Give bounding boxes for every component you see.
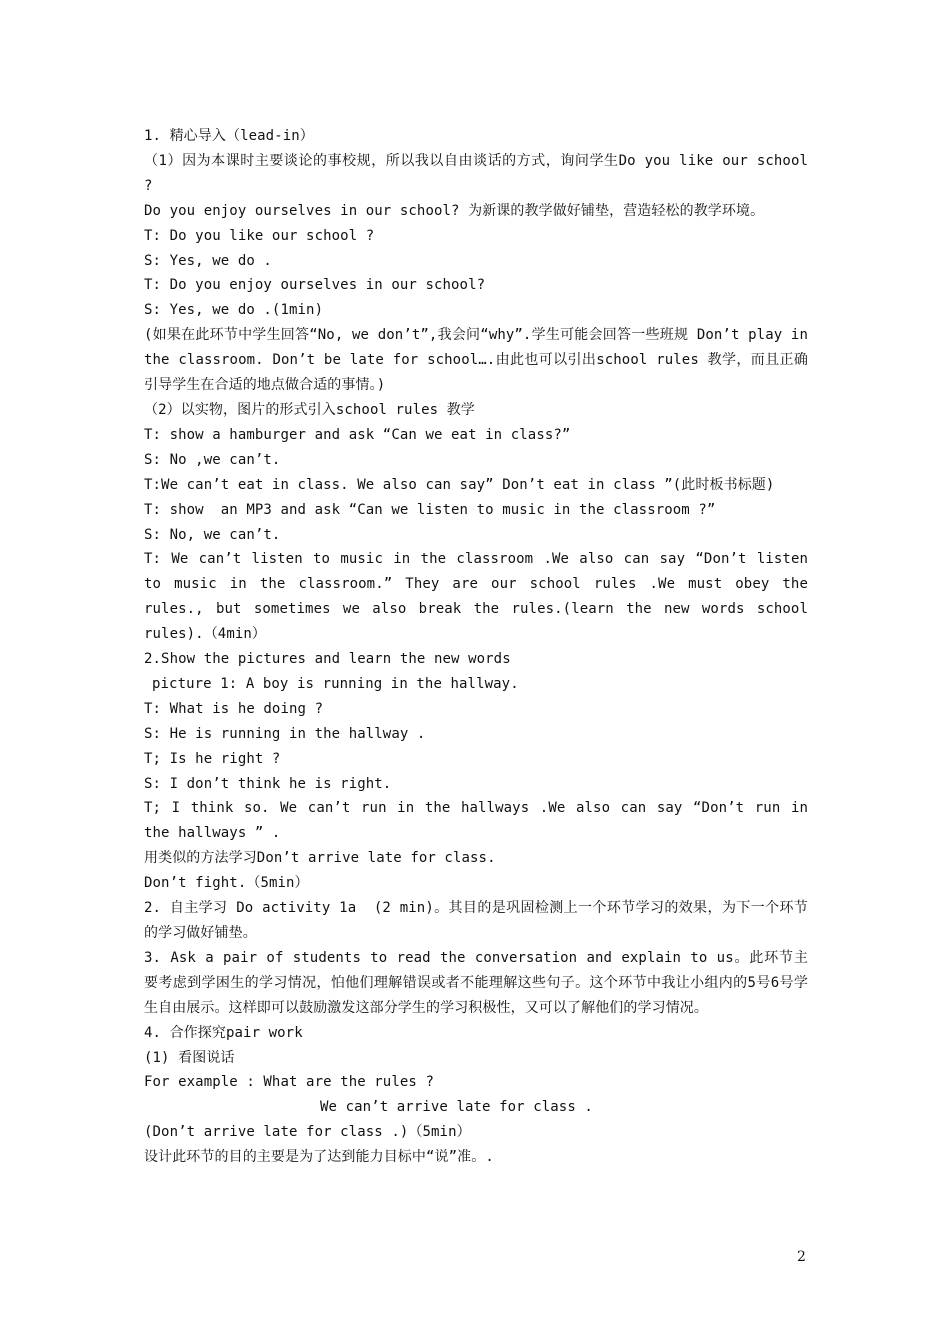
- example-line: (Don’t arrive late for class .)（5min）: [144, 1124, 471, 1141]
- dialogue-line: S: He is running in the hallway .: [144, 725, 426, 742]
- document-body: [144, 124, 817, 1170]
- paragraph-lead-in-1: （1）因为本课时主要谈论的事校规，所以我以自由谈话的方式，询问学生Do you like our school ?: [144, 152, 817, 194]
- paragraph-school-rules: T: We can’t listen to music in the classroom .We also can say “Don’t listen to music in the classroom.” They are our school rules .We must obey the rules., but sometimes we also break the rules.(learn the new words school rules).（4min）: [144, 551, 817, 643]
- dialogue-line: T:We can’t eat in class. We also can say” Don’t eat in class ”(此时板书标题): [144, 476, 775, 493]
- section-heading-lead-in: 1. 精心导入（lead-in）: [144, 128, 314, 144]
- dialogue-line: T: Do you like our school ?: [144, 227, 375, 244]
- dialogue-line: T: show a hamburger and ask “Can we eat in class?”: [144, 426, 571, 443]
- section-heading-pair-work: 4. 合作探究pair work: [144, 1024, 303, 1041]
- subsection-heading: （2）以实物，图片的形式引入school rules 教学: [144, 401, 475, 418]
- paragraph-line: Don’t fight.（5min）: [144, 875, 309, 892]
- dialogue-line: S: No, we can’t.: [144, 526, 281, 543]
- dialogue-line: T: What is he doing ?: [144, 700, 324, 717]
- dialogue-line: T; Is he right ?: [144, 750, 281, 767]
- picture-caption: picture 1: A boy is running in the hallway.: [152, 675, 519, 692]
- paragraph-self-study: 2. 自主学习 Do activity 1a (2 min)。其目的是巩固检测上一个环节学习的效果，为下一个环节的学习做好铺垫。: [144, 900, 808, 941]
- dialogue-line: S: Yes, we do .(1min): [144, 302, 324, 319]
- dialogue-line: S: Yes, we do .: [144, 252, 272, 269]
- section-heading-pictures: 2.Show the pictures and learn the new words: [144, 651, 511, 668]
- dialogue-line: S: I don’t think he is right.: [144, 775, 392, 792]
- example-answer: We can’t arrive late for class .: [320, 1099, 593, 1116]
- dialogue-line: T: show an MP3 and ask “Can we listen to music in the classroom ?”: [144, 501, 716, 518]
- dialogue-line: T; I think so. We can’t run in the hallways .We also can say “Don’t run in the hallways ” .: [144, 800, 817, 842]
- paragraph-lead-in-2: Do you enjoy ourselves in our school? 为新课的教学做好铺垫，营造轻松的教学环境。: [144, 202, 765, 219]
- paragraph-pair-reading: 3. Ask a pair of students to read the conversation and explain to us。此环节主要考虑到学困生的学习情况，怕他们理解错误或者不能理解这些句子。这个环节中我让小组内的5号6号学生自由展示。这样即可以鼓励激发这部分学生的学习积极性，又可以了解他们的学习情况。: [144, 949, 808, 1016]
- page-number: 2: [797, 1249, 806, 1265]
- dialogue-line: T: Do you enjoy ourselves in our school?: [144, 277, 486, 294]
- paragraph-note: (如果在此环节中学生回答“No, we don’t”,我会问“why”.学生可能会回答一些班规 Don’t play in the classroom. Don’t be late for school….由此也可以引出school rules 教学，而且正确引导学生在合适的地点做合适的事情。): [144, 327, 817, 394]
- dialogue-line: S: No ,we can’t.: [144, 451, 281, 468]
- example-line: For example : What are the rules ?: [144, 1074, 434, 1091]
- paragraph-line: 用类似的方法学习Don’t arrive late for class.: [144, 850, 496, 867]
- subsection-heading: (1) 看图说话: [144, 1049, 235, 1066]
- paragraph-line: 设计此环节的目的主要是为了达到能力目标中“说”准。.: [144, 1149, 494, 1166]
